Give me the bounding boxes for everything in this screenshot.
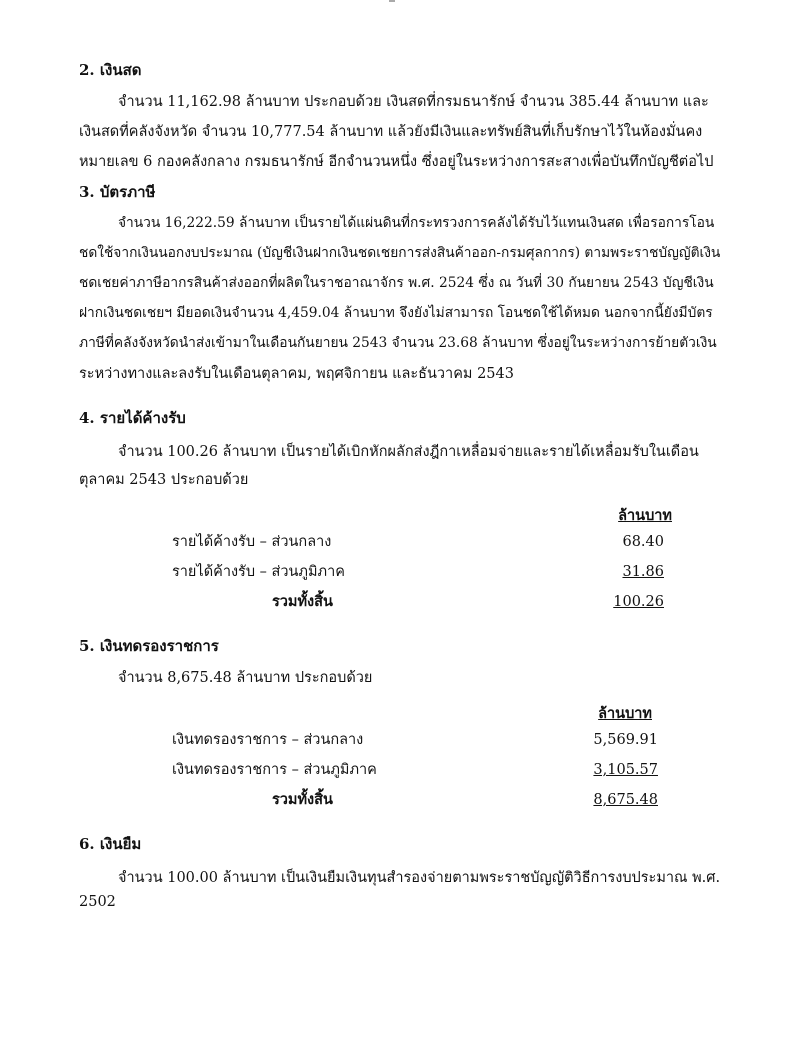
paragraph-line: จำนวน 100.00 ล้านบาท เป็นเงินยืมเงินทุนสำรองจ่ายตามพระราชบัญญัติวิธีการงบประมาณ พ.ศ. — [118, 870, 721, 886]
item-label: เงินทดรองราชการ – ส่วนกลาง — [172, 732, 364, 748]
total-value: 8,675.48 — [593, 792, 658, 808]
unit-header: ล้านบาท — [618, 507, 672, 524]
item-value: 68.40 — [622, 534, 664, 550]
paragraph-line: ระหว่างทางและลงรับในเดือนตุลาคม, พฤศจิกายน และธันวาคม 2543 — [79, 366, 514, 382]
item-value: 31.86 — [622, 564, 664, 580]
paragraph-line: จำนวน 16,222.59 ล้านบาท เป็นรายได้แผ่นดินที่กระทรวงการคลังได้รับไว้แทนเงินสด เพื่อรอการโอน — [118, 215, 715, 231]
scan-mark — [389, 0, 395, 2]
section-heading-advances: 5. เงินทดรองราชการ — [79, 637, 219, 655]
paragraph-line: 2502 — [79, 894, 116, 910]
section-heading-cash: 2. เงินสด — [79, 61, 142, 79]
total-value: 100.26 — [613, 594, 664, 610]
paragraph-line: ชดใช้จากเงินนอกงบประมาณ (บัญชีเงินฝากเงินชดเชยการส่งสินค้าออก-กรมศุลกากร) ตามพระราชบัญญัติเงิน — [79, 245, 721, 261]
total-label: รวมทั้งสิ้น — [272, 791, 333, 808]
paragraph-line: ชดเชยค่าภาษีอากรสินค้าส่งออกที่ผลิตในราชอาณาจักร พ.ศ. 2524 ซึ่ง ณ วันที่ 30 กันยายน 2543 บัญชีเงิน — [79, 275, 714, 291]
paragraph-line: จำนวน 11,162.98 ล้านบาท ประกอบด้วย เงินสดที่กรมธนารักษ์ จำนวน 385.44 ล้านบาท และ — [118, 94, 709, 110]
paragraph-line: ภาษีที่คลังจังหวัดนำส่งเข้ามาในเดือนกันยายน 2543 จำนวน 23.68 ล้านบาท ซึ่งอยู่ในระหว่างการย้ายตัวเงิน — [79, 335, 717, 351]
item-label: เงินทดรองราชการ – ส่วนภูมิภาค — [172, 762, 377, 778]
paragraph-line: จำนวน 100.26 ล้านบาท เป็นรายได้เบิกหักผลักส่งฎีกาเหลื่อมจ่ายและรายได้เหลื่อมรับในเดือน — [118, 444, 699, 460]
paragraph-line: ฝากเงินชดเชยฯ มียอดเงินจำนวน 4,459.04 ล้านบาท จึงยังไม่สามารถ โอนชดใช้ได้หมด นอกจากนี้ยังมีบัตร — [79, 305, 713, 321]
paragraph-line: จำนวน 8,675.48 ล้านบาท ประกอบด้วย — [118, 670, 373, 686]
item-label: รายได้ค้างรับ – ส่วนกลาง — [172, 534, 332, 550]
paragraph-line: หมายเลข 6 กองคลังกลาง กรมธนารักษ์ อีกจำนวนหนึ่ง ซึ่งอยู่ในระหว่างการสะสางเพื่อบันทึกบัญชีต่อไป — [79, 154, 714, 170]
section-heading-loans: 6. เงินยืม — [79, 835, 142, 853]
item-value: 5,569.91 — [593, 732, 658, 748]
item-label: รายได้ค้างรับ – ส่วนภูมิภาค — [172, 564, 345, 580]
paragraph-line: ตุลาคม 2543 ประกอบด้วย — [79, 472, 249, 488]
paragraph-line: เงินสดที่คลังจังหวัด จำนวน 10,777.54 ล้านบาท แล้วยังมีเงินและทรัพย์สินที่เก็บรักษาไว้ในห้องมั่นคง — [79, 124, 703, 140]
item-value: 3,105.57 — [593, 762, 658, 778]
total-label: รวมทั้งสิ้น — [272, 593, 333, 610]
unit-header: ล้านบาท — [598, 705, 652, 722]
section-heading-accrued-revenue: 4. รายได้ค้างรับ — [79, 409, 186, 427]
section-heading-tax-card: 3. บัตรภาษี — [79, 183, 156, 201]
